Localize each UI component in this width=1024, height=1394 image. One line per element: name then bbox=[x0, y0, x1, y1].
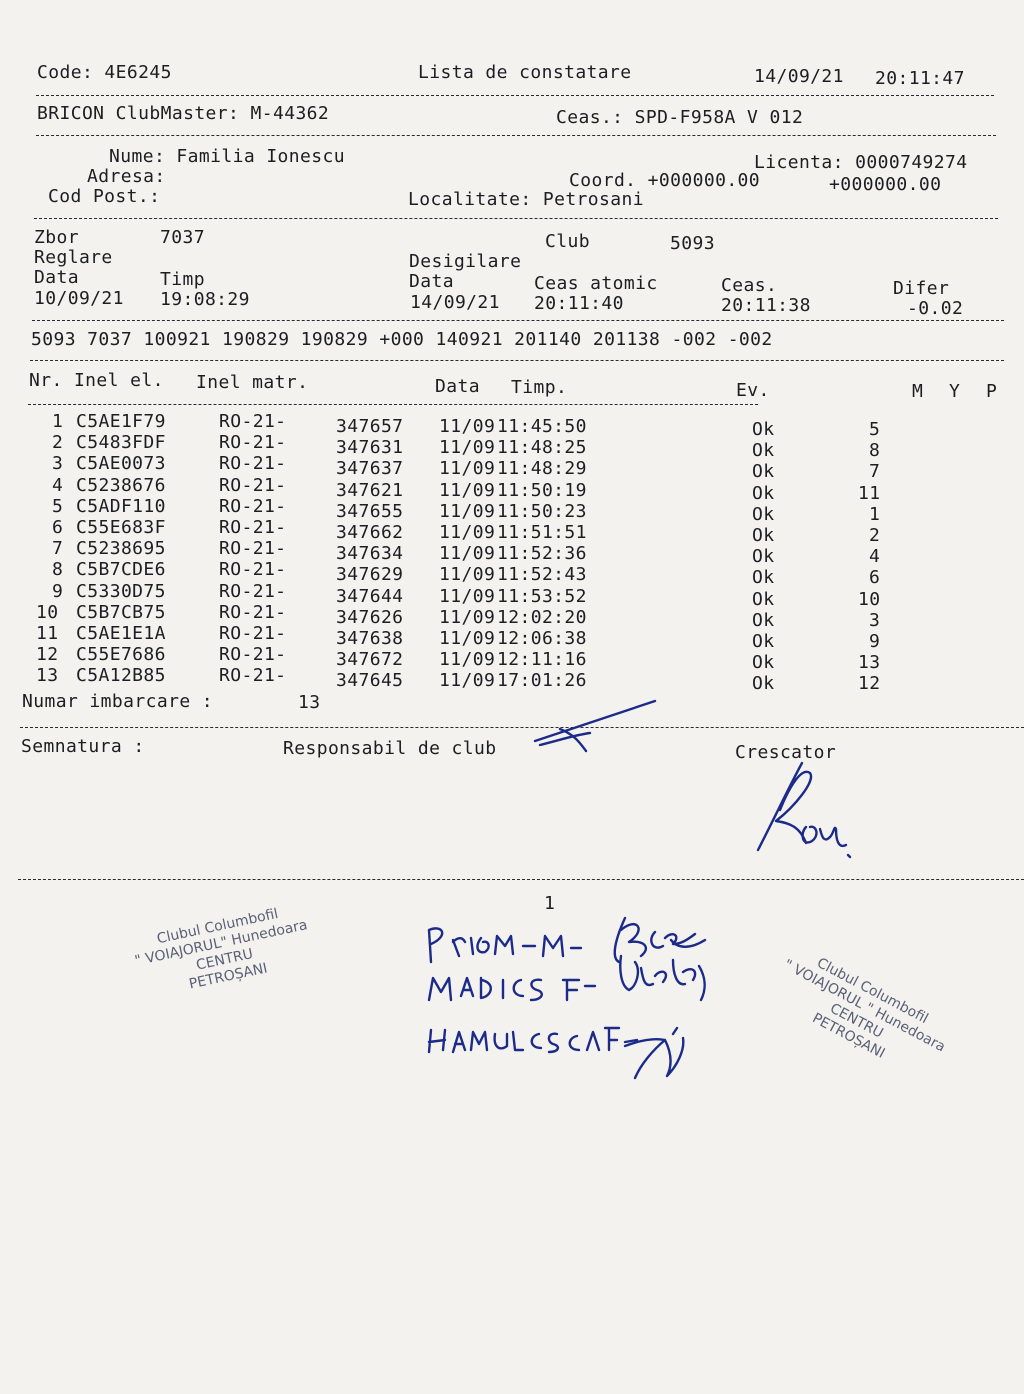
col-header-p: P bbox=[986, 381, 998, 402]
owner-address: Adresa: bbox=[87, 166, 166, 187]
row-time: 11:53:52 bbox=[497, 585, 587, 607]
row-time: 11:52:36 bbox=[497, 543, 587, 565]
boarded-count: 13 bbox=[298, 692, 321, 713]
club-label: Club bbox=[545, 231, 590, 252]
row-ring-el: C55E7686 bbox=[76, 644, 166, 666]
row-time: 11:50:19 bbox=[497, 479, 587, 501]
row-nr: 4 bbox=[52, 474, 64, 496]
row-ring-el: C5AE0073 bbox=[76, 453, 166, 475]
row-ev: Ok bbox=[752, 673, 775, 695]
row-date: 11/09 bbox=[439, 585, 496, 607]
licence-number: Licenta: 0000749274 bbox=[754, 152, 968, 173]
flight-code-line: 5093 7037 100921 190829 190829 +000 140921 201140 201138 -002 -002 bbox=[31, 329, 773, 350]
row-rank: 6 bbox=[869, 567, 881, 589]
row-ev: Ok bbox=[752, 525, 775, 546]
setting-date: 10/09/21 bbox=[34, 288, 124, 309]
col-header-date: Data bbox=[435, 376, 480, 397]
row-ring-matr: 347629 bbox=[336, 564, 404, 586]
row-ring-matr: 347621 bbox=[336, 479, 404, 501]
row-ring-prefix: RO-21- bbox=[219, 538, 287, 560]
row-ring-el: C5B7CDE6 bbox=[76, 559, 166, 581]
club-stamp-left: Clubul Columbofil " VOIAJORUL" Hunedoara CENTRU PETROȘANI bbox=[133, 905, 309, 993]
row-ring-matr: 347637 bbox=[336, 458, 404, 480]
clubmaster-id: BRICON ClubMaster: M-44362 bbox=[37, 103, 330, 124]
divider bbox=[18, 879, 1024, 880]
row-ring-prefix: RO-21- bbox=[219, 517, 287, 538]
row-ring-matr: 347626 bbox=[336, 606, 404, 628]
row-nr: 9 bbox=[52, 580, 64, 602]
col-header-m: M bbox=[912, 381, 924, 402]
row-ring-prefix: RO-21- bbox=[219, 644, 287, 666]
code-label: Code: 4E6245 bbox=[37, 62, 172, 83]
row-ring-el: C5AE1F79 bbox=[76, 411, 166, 432]
row-ev: Ok bbox=[752, 419, 775, 440]
atomic-clock-time: 20:11:40 bbox=[534, 293, 624, 314]
divider bbox=[34, 218, 998, 219]
row-ring-el: C5238695 bbox=[76, 538, 166, 560]
row-ring-el: C5B7CB75 bbox=[76, 601, 166, 623]
row-nr: 5 bbox=[52, 495, 64, 517]
unsealing-date: 14/09/21 bbox=[410, 292, 500, 313]
col-header-ev: Ev. bbox=[736, 380, 770, 401]
row-ring-matr: 347638 bbox=[336, 628, 404, 649]
divider bbox=[30, 360, 1004, 361]
row-date: 11/09 bbox=[439, 670, 496, 692]
row-date: 11/09 bbox=[439, 458, 496, 480]
row-ring-matr: 347634 bbox=[336, 543, 404, 565]
row-ring-el: C5483FDF bbox=[76, 432, 166, 454]
row-ring-prefix: RO-21- bbox=[219, 495, 287, 517]
row-ev: Ok bbox=[752, 567, 775, 589]
row-date: 11/09 bbox=[439, 606, 496, 628]
setting-time: 19:08:29 bbox=[160, 289, 250, 310]
row-nr: 7 bbox=[52, 538, 64, 560]
breeder-label: Crescator bbox=[735, 742, 837, 763]
row-rank: 11 bbox=[858, 482, 881, 504]
row-rank: 1 bbox=[869, 503, 881, 525]
divider bbox=[36, 135, 996, 136]
row-ev: Ok bbox=[752, 546, 775, 568]
row-ev: Ok bbox=[752, 503, 775, 525]
document-title: Lista de constatare bbox=[418, 62, 632, 83]
row-nr: 8 bbox=[52, 559, 64, 581]
row-time: 11:48:29 bbox=[497, 458, 587, 480]
row-time: 17:01:26 bbox=[497, 670, 587, 692]
boarded-count-label: Numar imbarcare : bbox=[22, 691, 214, 712]
setting-time-label: Timp bbox=[160, 269, 205, 290]
row-ev: Ok bbox=[752, 631, 775, 652]
col-header-ring-matr: Inel matr. bbox=[196, 372, 309, 393]
coordinates-2: +000000.00 bbox=[829, 174, 942, 195]
row-ring-prefix: RO-21- bbox=[219, 623, 287, 644]
row-ev: Ok bbox=[752, 461, 775, 483]
row-ev: Ok bbox=[752, 482, 775, 504]
row-ev: Ok bbox=[752, 440, 775, 462]
club-responsible-label: Responsabil de club bbox=[283, 738, 497, 759]
row-nr: 13 bbox=[36, 665, 59, 687]
row-nr: 10 bbox=[36, 601, 59, 623]
row-date: 11/09 bbox=[439, 500, 496, 522]
row-ring-prefix: RO-21- bbox=[219, 453, 287, 475]
row-nr: 6 bbox=[52, 517, 64, 538]
row-rank: 13 bbox=[858, 652, 881, 674]
row-date: 11/09 bbox=[439, 543, 496, 565]
row-date: 11/09 bbox=[439, 479, 496, 501]
row-ring-el: C5AE1E1A bbox=[76, 623, 166, 644]
row-ring-prefix: RO-21- bbox=[219, 580, 287, 602]
print-time: 20:11:47 bbox=[875, 68, 965, 89]
signature-label: Semnatura : bbox=[21, 736, 145, 757]
row-rank: 12 bbox=[858, 673, 881, 695]
col-header-y: Y bbox=[949, 381, 961, 402]
row-time: 11:48:25 bbox=[497, 437, 587, 459]
row-ring-matr: 347657 bbox=[336, 416, 404, 437]
club-number: 5093 bbox=[670, 233, 715, 254]
unsealing-label: Desigilare bbox=[409, 251, 522, 272]
row-date: 11/09 bbox=[439, 416, 496, 437]
row-time: 12:11:16 bbox=[497, 649, 587, 671]
row-ev: Ok bbox=[752, 652, 775, 674]
row-ring-prefix: RO-21- bbox=[219, 474, 287, 496]
page-number: 1 bbox=[544, 893, 556, 914]
row-time: 11:52:43 bbox=[497, 564, 587, 586]
row-rank: 10 bbox=[858, 588, 881, 610]
row-ring-prefix: RO-21- bbox=[219, 559, 287, 581]
row-ring-matr: 347662 bbox=[336, 522, 404, 543]
club-stamp-right: Clubul Columbofil " VOIAJORUL " Hunedoara CENTRU PETROȘANI bbox=[781, 954, 948, 1062]
row-ring-prefix: RO-21- bbox=[219, 665, 287, 687]
row-rank: 8 bbox=[869, 440, 881, 462]
row-time: 11:51:51 bbox=[497, 522, 587, 543]
row-rank: 2 bbox=[869, 525, 881, 546]
row-ev: Ok bbox=[752, 588, 775, 610]
locality: Localitate: Petrosani bbox=[408, 189, 644, 210]
row-nr: 2 bbox=[52, 432, 64, 454]
handwritten-witnesses bbox=[415, 900, 725, 1090]
row-date: 11/09 bbox=[439, 628, 496, 649]
row-ring-el: C55E683F bbox=[76, 517, 166, 538]
setting-label: Reglare bbox=[34, 247, 113, 268]
clock-time: 20:11:38 bbox=[721, 295, 811, 316]
row-ring-matr: 347672 bbox=[336, 649, 404, 671]
clock-id: Ceas.: SPD-F958A V 012 bbox=[556, 107, 804, 128]
setting-date-label: Data bbox=[34, 267, 79, 288]
row-time: 11:45:50 bbox=[497, 416, 587, 437]
row-ring-prefix: RO-21- bbox=[219, 601, 287, 623]
row-ev: Ok bbox=[752, 609, 775, 631]
coordinates: Coord. +000000.00 bbox=[569, 170, 761, 191]
club-signature bbox=[520, 695, 670, 760]
row-rank: 4 bbox=[869, 546, 881, 568]
row-rank: 5 bbox=[869, 419, 881, 440]
divider bbox=[36, 95, 994, 96]
row-time: 12:02:20 bbox=[497, 606, 587, 628]
clock-difference: -0.02 bbox=[907, 298, 964, 319]
row-rank: 7 bbox=[869, 461, 881, 483]
row-ring-matr: 347644 bbox=[336, 585, 404, 607]
difference-label: Difer bbox=[893, 278, 950, 299]
row-date: 11/09 bbox=[439, 437, 496, 459]
row-rank: 3 bbox=[869, 609, 881, 631]
row-ring-el: C5238676 bbox=[76, 474, 166, 496]
row-date: 11/09 bbox=[439, 564, 496, 586]
row-date: 11/09 bbox=[439, 522, 496, 543]
row-nr: 11 bbox=[36, 623, 59, 644]
col-header-time: Timp. bbox=[511, 377, 568, 398]
row-date: 11/09 bbox=[439, 649, 496, 671]
owner-name: Nume: Familia Ionescu bbox=[109, 146, 345, 167]
unsealing-date-label: Data bbox=[409, 271, 454, 292]
row-ring-el: C5ADF110 bbox=[76, 495, 166, 517]
row-nr: 12 bbox=[36, 644, 59, 666]
row-ring-prefix: RO-21- bbox=[219, 411, 287, 432]
col-header-ring: Nr. Inel el. bbox=[29, 370, 164, 391]
divider bbox=[32, 320, 1004, 321]
row-ring-el: C5330D75 bbox=[76, 580, 166, 602]
row-rank: 9 bbox=[869, 631, 881, 652]
row-ring-matr: 347631 bbox=[336, 437, 404, 459]
row-ring-matr: 347655 bbox=[336, 500, 404, 522]
atomic-clock-label: Ceas atomic bbox=[534, 273, 658, 294]
flight-number: 7037 bbox=[160, 227, 205, 248]
row-nr: 3 bbox=[52, 453, 64, 475]
clock-label: Ceas. bbox=[721, 275, 778, 296]
breeder-signature bbox=[740, 755, 860, 870]
row-time: 12:06:38 bbox=[497, 628, 587, 649]
row-ring-prefix: RO-21- bbox=[219, 432, 287, 454]
row-ring-matr: 347645 bbox=[336, 670, 404, 692]
row-time: 11:50:23 bbox=[497, 500, 587, 522]
owner-postcode: Cod Post.: bbox=[48, 186, 161, 207]
row-ring-el: C5A12B85 bbox=[76, 665, 166, 687]
print-date: 14/09/21 bbox=[754, 66, 844, 87]
divider bbox=[28, 404, 758, 405]
flight-label: Zbor bbox=[34, 227, 79, 248]
row-nr: 1 bbox=[52, 411, 64, 432]
